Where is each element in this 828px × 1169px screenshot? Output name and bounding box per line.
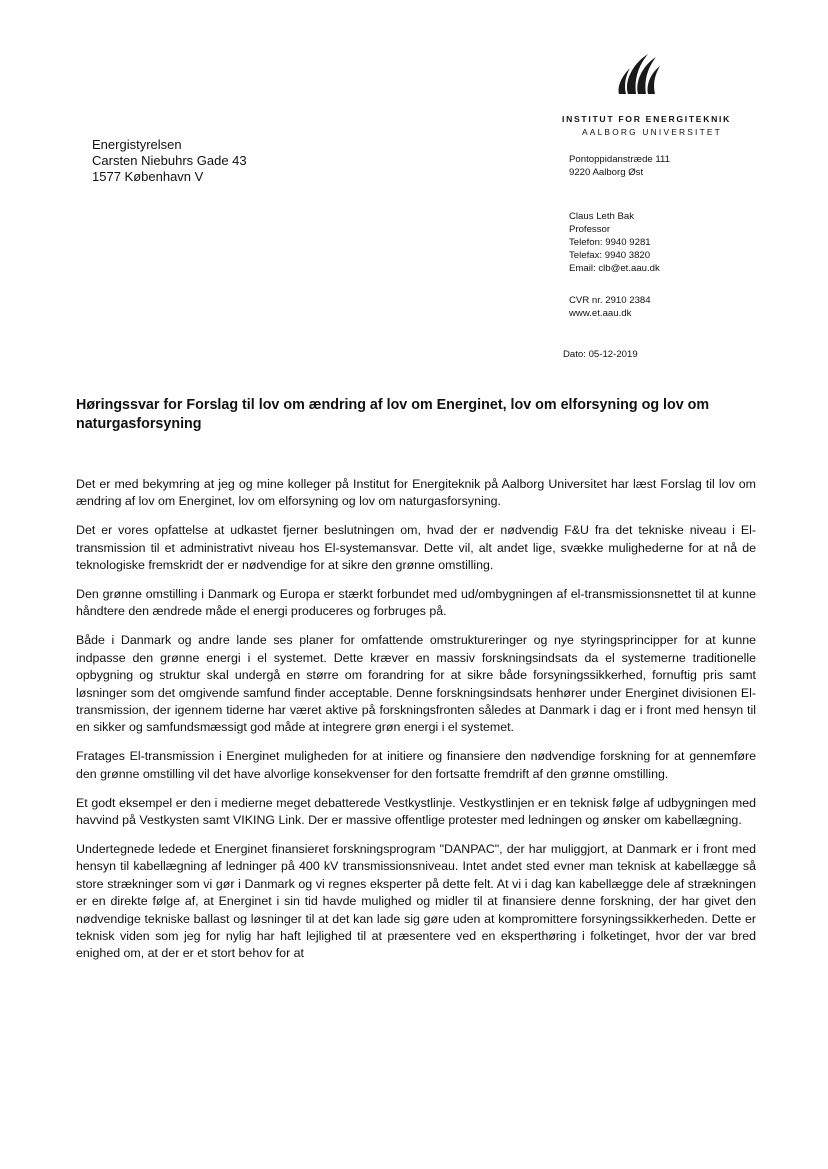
contact-name: Claus Leth Bak — [569, 211, 635, 222]
contact-email: Email: clb@et.aau.dk — [569, 263, 660, 274]
body-paragraph: Undertegnede ledede et Energinet finansieret forskningsprogram "DANPAC", der har muliggjort, at Danmark er i front med hensyn til kabellægning af ledninger på 400 kV transmissionsniveau. Intet andet sted evner man teknisk at kabellægge så store strækninger som vi gør i Danmark og vi regnes eksperter på dette felt. At vi i dag kan kabellægge dele af strækningen er en direkte følge af, at Energinet i sin tid havde mulighed og midler til at finansiere denne forskning, der har givet den nødvendige tekniske ballast og løsninger til at det kan lade sig gøre uden at kompromittere forsyningssikkerheden. Dette er teknisk viden som jeg for nylig har haft lejlighed til at præsentere ved en eksperthøring i folketinget, hvor der var bred enighed om, at der er et stort behov for at — [76, 841, 756, 961]
institute-street: Pontoppidanstræde 111 — [569, 154, 670, 165]
document-title: Høringssvar for Forslag til lov om ændring af lov om Energinet, lov om elforsyning og lov om naturgasforsyning — [76, 397, 710, 432]
body-paragraph: Både i Danmark og andre lande ses planer for omfattende omstruktureringer og nye styringsprincipper for at kunne indpasse den grønne energi i el systemet. Dette kræver en massiv forskningsindsats da el systemerne traditionelle opbygning og struktur skal undergå en større om forandring for at sikre både forsyningssikkerhed, fornuftig pris samt løsninger som det omgivende samfund finder acceptable. Denne forskningsindsats henhører under Energinet divisionen El-transmission, der igennem tiderne har været aktive på forskningsfronten således at Danmark i dag er i front med hensyn til en sikker og samfundsmæssigt god måde at integrere grøn energi i el systemet. — [76, 633, 756, 735]
body-paragraph: Et godt eksempel er den i medierne meget debatterede Vestkystlinje. Vestkystlinjen er en teknisk følge af udbygningen med havvind på Vestkysten samt VIKING Link. Der er massive offentlige protester med ledningen og ønsker om kabellægning. — [76, 795, 756, 827]
letter-body — [76, 476, 756, 974]
company-block — [569, 294, 651, 320]
website: www.et.aau.dk — [569, 308, 632, 319]
contact-block — [569, 210, 660, 275]
university-name: AALBORG UNIVERSITET — [582, 127, 722, 137]
recipient-postal: 1577 København V — [92, 169, 204, 184]
recipient-address — [92, 137, 247, 185]
body-paragraph: Den grønne omstilling i Danmark og Europa er stærkt forbundet med ud/ombygningen af el-transmissionsnettet til at kunne håndtere den ændrede måde el energi produceres og forbruges på. — [76, 587, 756, 619]
body-paragraph: Fratages El-transmission i Energinet muligheden for at initiere og finansiere den nødvendige forskning for at gennemføre den grønne omstilling vil det have alvorlige konsekvenser for den fortsatte fremdrift af den grønne omstilling. — [76, 749, 756, 781]
recipient-street: Carsten Niebuhrs Gade 43 — [92, 153, 247, 168]
institute-postal: 9220 Aalborg Øst — [569, 167, 644, 178]
aau-logo-icon — [614, 50, 662, 96]
letter-date: Dato: 05-12-2019 — [563, 349, 638, 360]
contact-role: Professor — [569, 224, 611, 235]
institute-address — [569, 153, 670, 179]
body-paragraph: Det er vores opfattelse at udkastet fjerner beslutningen om, hvad der er nødvendig F&U fra det tekniske niveau i El-transmission til et administrativt niveau hos El-systemansvar. Dette vil, alt andet lige, svække mulighederne for at nå de teknologiske fremskridt der er nødvendige for at sikre den grønne omstilling. — [76, 523, 756, 573]
institute-name: INSTITUT FOR ENERGITEKNIK — [562, 114, 732, 124]
contact-fax: Telefax: 9940 3820 — [569, 250, 651, 261]
contact-phone: Telefon: 9940 9281 — [569, 237, 651, 248]
body-paragraph: Det er med bekymring at jeg og mine kolleger på Institut for Energiteknik på Aalborg Universitet har læst Forslag til lov om ændring af lov om Energinet, lov om elforsyning og lov om naturgasforsyning. — [76, 477, 756, 509]
cvr-number: CVR nr. 2910 2384 — [569, 295, 651, 306]
recipient-name: Energistyrelsen — [92, 137, 182, 152]
